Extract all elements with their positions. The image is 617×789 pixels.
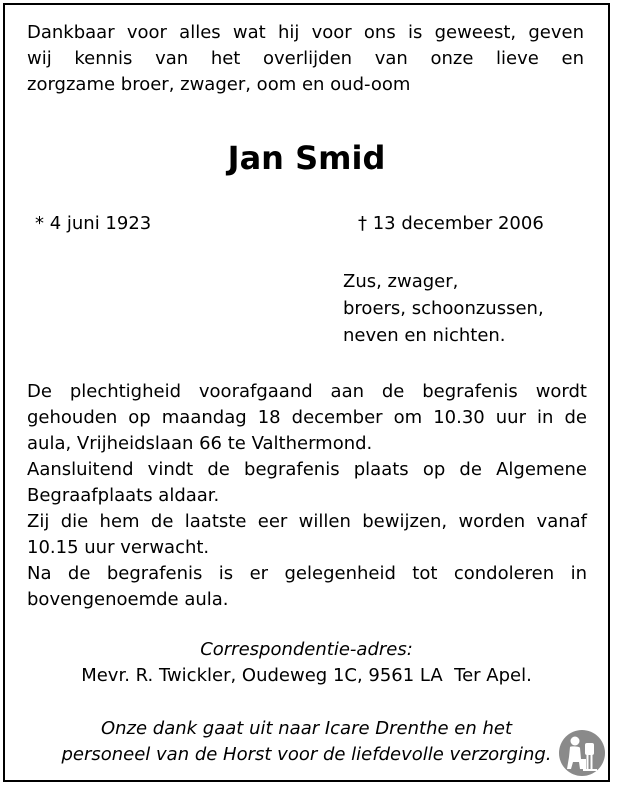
birth-date: * 4 juni 1923 bbox=[35, 213, 152, 234]
ceremony-line: bovengenoemde aula. bbox=[27, 589, 229, 610]
memorial-figure-logo-icon bbox=[558, 729, 606, 777]
intro-text bbox=[27, 20, 584, 98]
intro-line: zorgzame broer, zwager, oom en oud-oom bbox=[27, 74, 411, 95]
intro-line: Dankbaar voor alles wat hij voor ons is geweest, geven bbox=[27, 22, 584, 43]
thanks-line: Onze dank gaat uit naar Icare Drenthe en het bbox=[100, 718, 513, 739]
ceremony-line: Zij die hem de laatste eer willen bewijzen, worden vanaf bbox=[27, 511, 587, 532]
thanks-text bbox=[0, 716, 613, 768]
family-signature bbox=[343, 268, 544, 349]
ceremony-line: aula, Vrijheidslaan 66 te Valthermond. bbox=[27, 433, 373, 454]
correspondence-address: Mevr. R. Twickler, Oudeweg 1C, 9561 LA Ter Apel. bbox=[81, 665, 532, 686]
family-line: broers, schoonzussen, bbox=[343, 298, 544, 319]
thanks-line: personeel van de Horst voor de liefdevolle verzorging. bbox=[61, 744, 552, 765]
ceremony-line: De plechtigheid voorafgaand aan de begrafenis wordt bbox=[27, 381, 587, 402]
ceremony-line: Na de begrafenis is er gelegenheid tot condoleren in bbox=[27, 563, 587, 584]
ceremony-line: Aansluitend vindt de begrafenis plaats op de Algemene bbox=[27, 459, 587, 480]
family-line: neven en nichten. bbox=[343, 325, 506, 346]
family-line: Zus, zwager, bbox=[343, 271, 459, 292]
deceased-name: Jan Smid bbox=[227, 139, 386, 177]
ceremony-line: 10.15 uur verwacht. bbox=[27, 537, 210, 558]
ceremony-line: Begraafplaats aldaar. bbox=[27, 485, 220, 506]
ceremony-text bbox=[27, 379, 587, 613]
intro-line: wij kennis van het overlijden van onze lieve en bbox=[27, 48, 584, 69]
correspondence-title: Correspondentie-adres: bbox=[200, 639, 413, 660]
death-date: † 13 december 2006 bbox=[358, 213, 544, 234]
ceremony-line: gehouden op maandag 18 december om 10.30 uur in de bbox=[27, 407, 587, 428]
